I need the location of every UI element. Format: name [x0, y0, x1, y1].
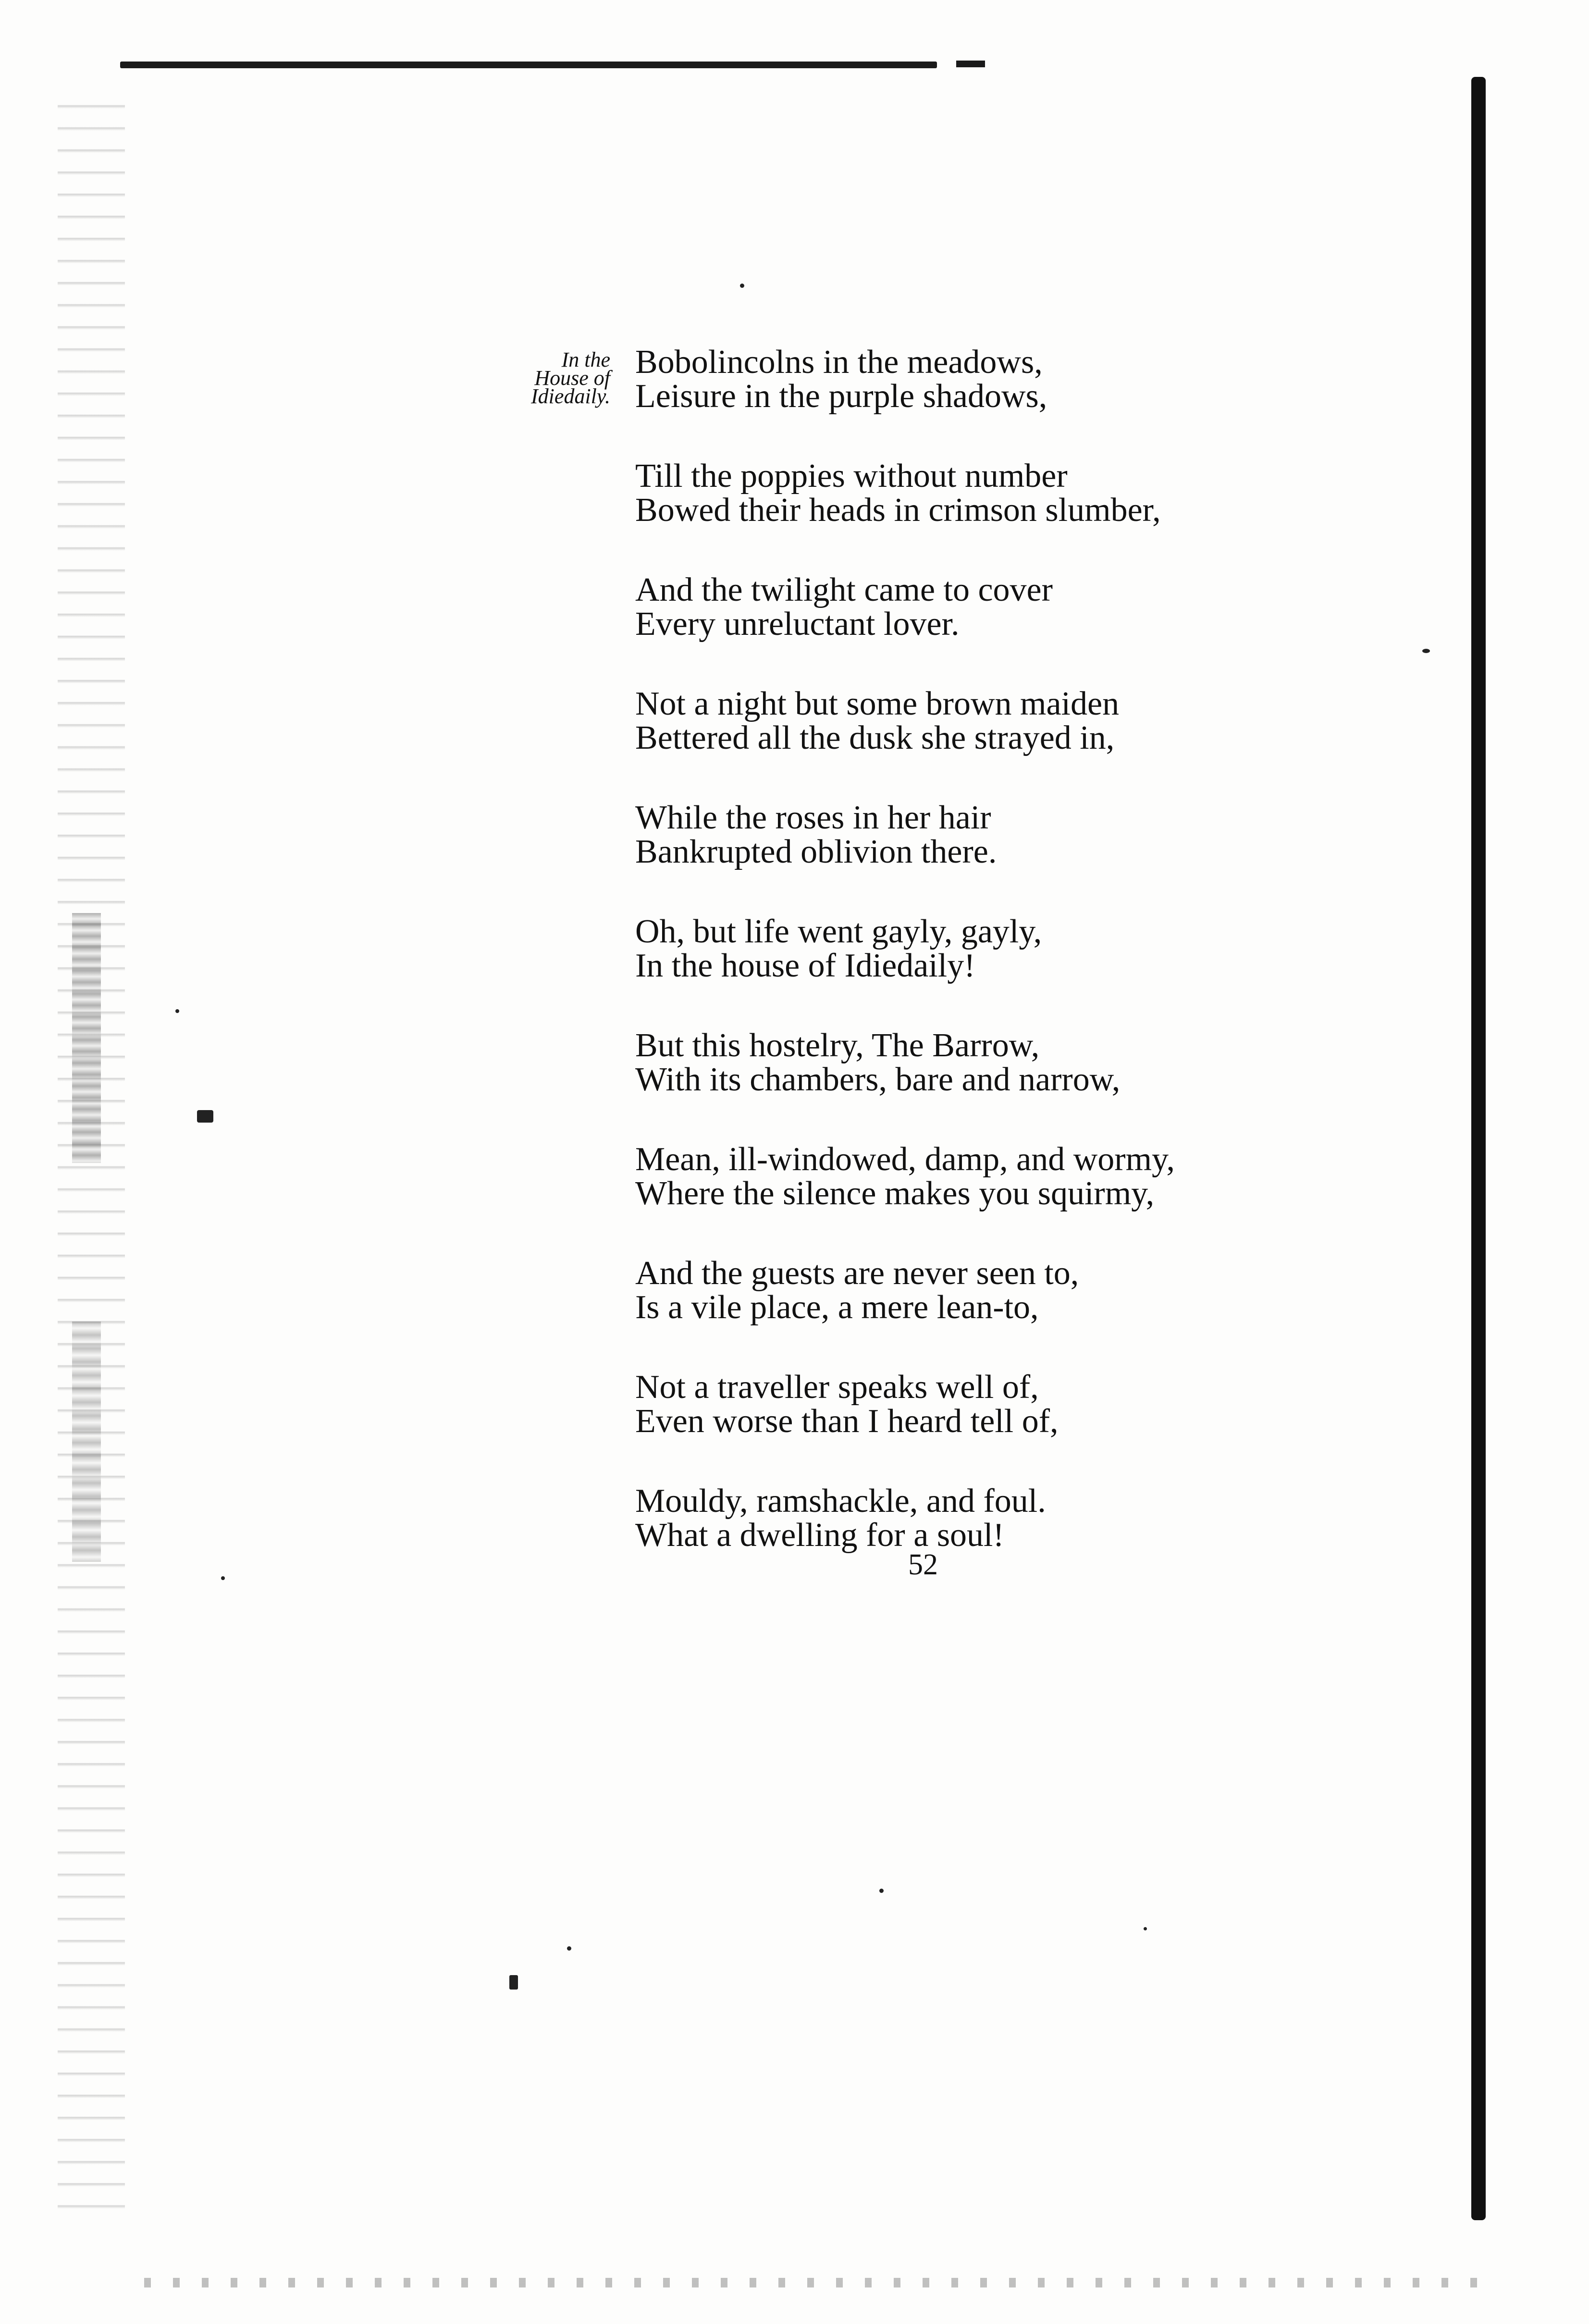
scan-speck	[740, 284, 744, 288]
stanza	[635, 573, 1260, 641]
poem-line: What a dwelling for a soul!	[635, 1517, 1004, 1554]
poem-line: Is a vile place, a mere lean-to,	[635, 1289, 1039, 1326]
stanza	[635, 915, 1260, 983]
scan-speck	[509, 1975, 518, 1990]
poem-line: Every unreluctant lover.	[635, 606, 960, 643]
poem-line: In the house of Idiedaily!	[635, 947, 975, 984]
bottom-edge-noise	[144, 2278, 1490, 2287]
page-number: 52	[908, 1548, 938, 1581]
stanza	[635, 1484, 1260, 1552]
left-margin-noise-dark-lower	[72, 1322, 101, 1562]
poem-line: Not a traveller speaks well of,	[635, 1369, 1039, 1406]
poem-line: With its chambers, bare and narrow,	[635, 1061, 1121, 1098]
poem-line: Where the silence makes you squirmy,	[635, 1175, 1155, 1212]
top-rule-dash-artifact	[956, 61, 985, 67]
stanza	[635, 345, 1260, 413]
stanza	[635, 687, 1260, 755]
page-edge-shadow	[1471, 77, 1486, 2220]
stanza	[635, 1142, 1260, 1211]
scan-speck	[1422, 649, 1430, 653]
poem-line: Even worse than I heard tell of,	[635, 1403, 1059, 1440]
scan-speck	[1144, 1927, 1147, 1930]
top-rule-artifact	[120, 62, 937, 68]
poem-line: And the guests are never seen to,	[635, 1255, 1079, 1292]
stanza	[635, 1256, 1260, 1324]
scan-speck	[567, 1946, 571, 1951]
poem-line: But this hostelry, The Barrow,	[635, 1027, 1040, 1064]
poem-line: While the roses in her hair	[635, 799, 991, 836]
scan-speck	[175, 1009, 179, 1013]
stanza	[635, 1028, 1260, 1097]
scan-speck	[197, 1110, 213, 1123]
poem-line: And the twilight came to cover	[635, 571, 1053, 608]
stanza	[635, 801, 1260, 869]
marginal-note-line: House of	[534, 366, 610, 390]
poem-line: Leisure in the purple shadows,	[635, 378, 1047, 415]
poem-line: Bettered all the dusk she strayed in,	[635, 719, 1115, 756]
marginal-note	[485, 348, 610, 408]
poem-line: Bowed their heads in crimson slumber,	[635, 492, 1161, 529]
poem-line: Mouldy, ramshackle, and foul.	[635, 1483, 1046, 1520]
poem-body	[635, 345, 1260, 1552]
poem-line: Till the poppies without number	[635, 457, 1068, 494]
marginal-note-line: In the	[561, 348, 610, 371]
poem-line: Bobolincolns in the meadows,	[635, 344, 1043, 381]
marginal-note-line: Idiedaily.	[531, 384, 610, 408]
stanza	[635, 459, 1260, 527]
stanza	[635, 1370, 1260, 1438]
poem-line: Oh, but life went gayly, gayly,	[635, 913, 1042, 950]
scan-speck	[221, 1576, 225, 1580]
poem-line: Bankrupted oblivion there.	[635, 833, 997, 870]
left-margin-noise-dark	[72, 913, 101, 1163]
poem-line: Mean, ill-windowed, damp, and wormy,	[635, 1141, 1175, 1178]
poem-line: Not a night but some brown maiden	[635, 685, 1120, 722]
scan-speck	[879, 1889, 884, 1893]
